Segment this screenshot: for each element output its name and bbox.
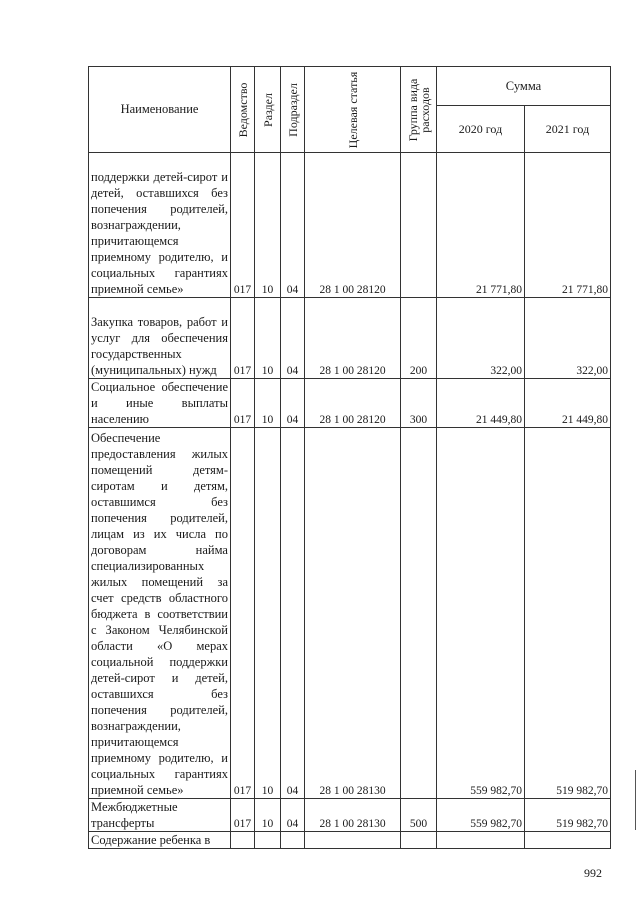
row-target-article: 28 1 00 28120	[305, 379, 401, 428]
table-row	[89, 428, 611, 799]
row-sum-2020: 559 982,70	[437, 428, 525, 799]
row-expense-group	[401, 832, 437, 849]
row-section: 10	[255, 153, 281, 298]
row-department	[231, 832, 255, 849]
row-department: 017	[231, 799, 255, 832]
row-target-article: 28 1 00 28130	[305, 799, 401, 832]
row-expense-group	[401, 153, 437, 298]
budget-table	[88, 66, 611, 849]
row-name: Закупка товаров, работ и услуг для обеспечения государственных (муниципальных) нужд	[89, 298, 231, 379]
row-subsection: 04	[281, 379, 305, 428]
row-section: 10	[255, 379, 281, 428]
row-subsection	[281, 832, 305, 849]
row-section: 10	[255, 298, 281, 379]
row-sum-2021	[525, 832, 611, 849]
row-sum-2021: 519 982,70	[525, 799, 611, 832]
row-target-article: 28 1 00 28130	[305, 428, 401, 799]
row-department: 017	[231, 379, 255, 428]
header-section: Раздел	[255, 67, 281, 153]
row-sum-2020: 21 449,80	[437, 379, 525, 428]
margin-line	[635, 770, 636, 830]
table-row	[89, 298, 611, 379]
row-subsection: 04	[281, 153, 305, 298]
header-subsection: Подраздел	[281, 67, 305, 153]
page-number: 992	[584, 866, 602, 880]
row-expense-group	[401, 428, 437, 799]
header-department: Ведомство	[231, 67, 255, 153]
row-expense-group: 300	[401, 379, 437, 428]
row-expense-group: 200	[401, 298, 437, 379]
row-sum-2021: 322,00	[525, 298, 611, 379]
table-row	[89, 153, 611, 298]
table-row	[89, 799, 611, 832]
row-department: 017	[231, 298, 255, 379]
row-name: Межбюджетные трансферты	[89, 799, 231, 832]
header-year-2021: 2021 год	[525, 106, 611, 153]
row-name: поддержки детей-сирот и детей, оставшихся без попечения родителей, вознаграждении, причитающемся приемному родителю, и социальных гарантиях приемной семье»	[89, 153, 231, 298]
row-section: 10	[255, 428, 281, 799]
row-sum-2020: 322,00	[437, 298, 525, 379]
row-target-article: 28 1 00 28120	[305, 153, 401, 298]
header-target-article: Целевая статья	[305, 67, 401, 153]
row-target-article: 28 1 00 28120	[305, 298, 401, 379]
table-row	[89, 832, 611, 849]
row-subsection: 04	[281, 428, 305, 799]
row-target-article	[305, 832, 401, 849]
row-section: 10	[255, 799, 281, 832]
row-sum-2021: 519 982,70	[525, 428, 611, 799]
row-subsection: 04	[281, 298, 305, 379]
row-sum-2021: 21 449,80	[525, 379, 611, 428]
header-expense-group: Группа вида расходов	[401, 67, 437, 153]
row-department: 017	[231, 428, 255, 799]
row-expense-group: 500	[401, 799, 437, 832]
row-department: 017	[231, 153, 255, 298]
row-subsection: 04	[281, 799, 305, 832]
header-year-2020: 2020 год	[437, 106, 525, 153]
row-sum-2021: 21 771,80	[525, 153, 611, 298]
header-name: Наименование	[89, 67, 231, 153]
row-sum-2020	[437, 832, 525, 849]
header-sum: Сумма	[437, 67, 611, 106]
row-name: Содержание ребенка в	[89, 832, 231, 849]
row-sum-2020: 559 982,70	[437, 799, 525, 832]
row-name: Социальное обеспечение и иные выплаты населению	[89, 379, 231, 428]
table-row	[89, 379, 611, 428]
row-sum-2020: 21 771,80	[437, 153, 525, 298]
row-section	[255, 832, 281, 849]
row-name: Обеспечение предоставления жилых помещений детям-сиротам и детям, оставшимся без попечения родителей, лицам из их числа по договорам найма специализированных жилых помещений за счет средств областного бюджета в соответствии с Законом Челябинской области «О мерах социальной поддержки детей-сирот и детей, оставшихся без попечения родителей, вознаграждении, причитающемся приемному родителю, и социальных гарантиях приемной семье»	[89, 428, 231, 799]
